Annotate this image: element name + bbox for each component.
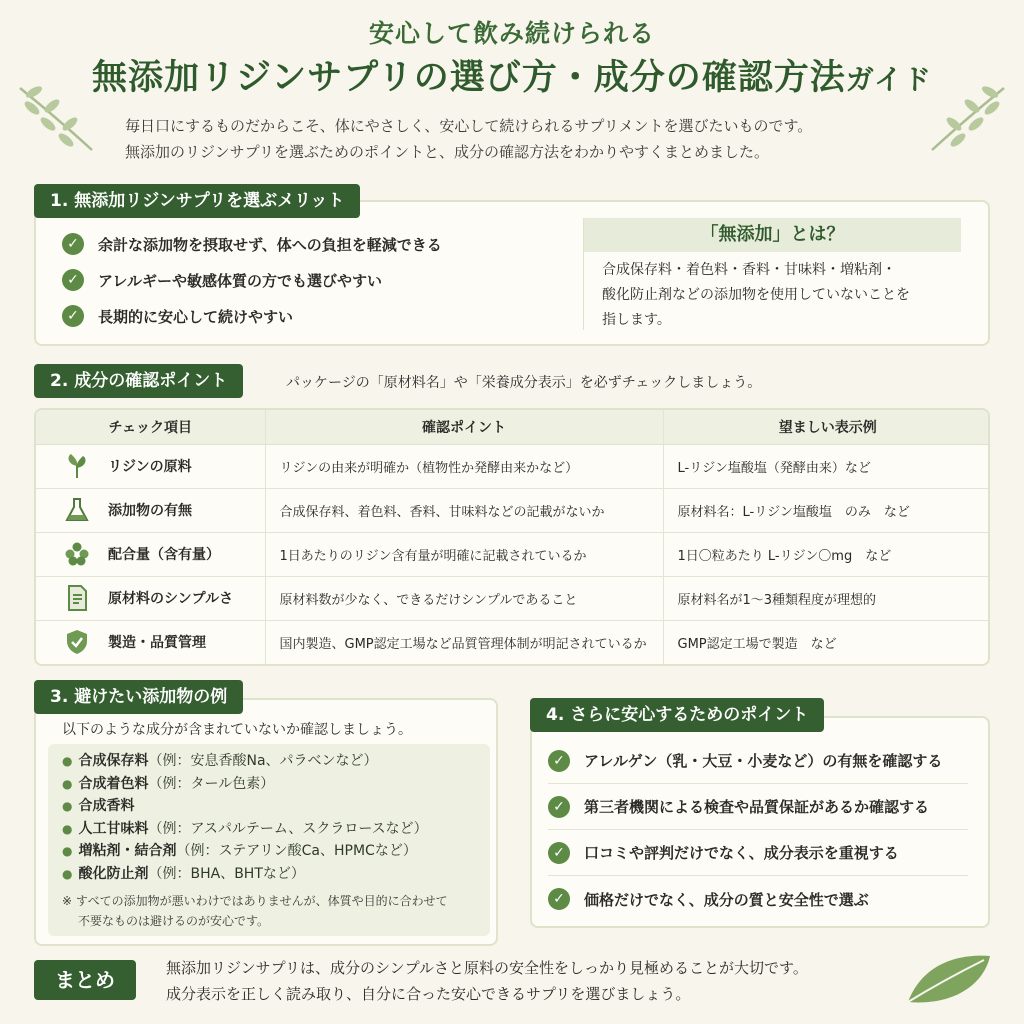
summary-tag: まとめ <box>34 960 136 1000</box>
mutenka-box <box>583 218 961 330</box>
summary-text: 無添加リジンサプリは、成分のシンプルさと原料の安全性をしっかり見極めることが大切です。 成分表示を正しく読み取り、自分に合った安心できるサプリを選びましょう。 <box>166 959 808 1003</box>
check-icon: ✓ <box>548 888 570 910</box>
table-row: 添加物の有無 合成保存料、着色料、香料、甘味料などの記載がないか 原材料名：L-リジン塩酸塩 のみ など <box>36 488 990 532</box>
check-icon: ✓ <box>548 750 570 772</box>
point-item: ✓ 第三者機関による検査や品質保証があるか確認する <box>548 784 968 830</box>
leaf-icon <box>904 950 994 1006</box>
table-header: 確認ポイント <box>265 410 663 444</box>
check-icon: ✓ <box>548 842 570 864</box>
intro-line: 無添加のリジンサプリを選ぶためのポイントと、成分の確認方法をわかりやすくまとめました。 <box>125 143 770 161</box>
leaf-icon <box>62 451 92 481</box>
points-list <box>548 738 968 922</box>
section3-tag: 3. 避けたい添加物の例 <box>34 680 243 714</box>
mutenka-title: 「無添加」とは？ <box>584 218 961 252</box>
list-item: ● 人工甘味料（例：アスパルテーム、スクラロースなど） <box>62 820 428 837</box>
flask-icon <box>62 495 92 525</box>
check-icon: ✓ <box>548 796 570 818</box>
list-item: ● 合成香料 <box>62 798 135 814</box>
page-title <box>0 50 1024 100</box>
mutenka-definition: 合成保存料・着色料・香料・甘味料・増粘剤・ 酸化防止剤などの添加物を使用していないことを 指します。 <box>602 262 910 328</box>
section2-lead: パッケージの「原材料名」や「栄養成分表示」を必ずチェックしましょう。 <box>286 375 762 391</box>
table-row: 配合量（含有量） 1日あたりのリジン含有量が明確に記載されているか 1日〇粒あたり L-リジン〇mg など <box>36 532 990 576</box>
table-row: 原材料のシンプルさ 原材料数が少なく、できるだけシンプルであること 原材料名が1〜3種類程度が理想的 <box>36 576 990 620</box>
table-row: リジンの原料 リジンの由来が明確か（植物性か発酵由来かなど） L-リジン塩酸塩（発酵由来）など <box>36 444 990 488</box>
merits-list <box>62 226 562 334</box>
intro-line: 毎日口にするものだからこそ、体にやさしく、安心して続けられるサプリメントを選びたいものです。 <box>125 117 813 135</box>
section2-tag: 2. 成分の確認ポイント <box>34 364 243 398</box>
check-icon: ✓ <box>62 233 84 255</box>
section1-tag: 1. 無添加リジンサプリを選ぶメリット <box>34 184 360 218</box>
list-item: ● 増粘剤・結合剤（例：ステアリン酸Ca、HPMCなど） <box>62 843 417 859</box>
section3-lead: 以下のような成分が含まれていないか確認しましょう。 <box>62 722 412 738</box>
point-item: ✓ 口コミや評判だけでなく、成分表示を重視する <box>548 830 968 876</box>
molecule-icon <box>62 539 92 569</box>
point-item: ✓ アレルゲン（乳・大豆・小麦など）の有無を確認する <box>548 738 968 784</box>
check-table <box>36 410 990 664</box>
merit-item: ✓ 余計な添加物を摂取せず、体への負担を軽減できる <box>62 226 562 262</box>
merit-item: ✓ 長期的に安心して続けやすい <box>62 298 562 334</box>
list-item: ● 酸化防止剤（例：BHA、BHTなど） <box>62 865 305 882</box>
page-title-suffix: ガイド <box>845 63 932 96</box>
avoid-note: ※ すべての添加物が悪いわけではありませんが、体質や目的に合わせて 不要なものは避けるのが安心です。 <box>62 894 448 928</box>
page-title-main: 無添加リジンサプリの選び方・成分の確認方法 <box>92 58 846 98</box>
table-row: 製造・品質管理 国内製造、GMP認定工場など品質管理体制が明記されているか GMP認定工場で製造 など <box>36 620 990 664</box>
section4-tag: 4. さらに安心するためのポイント <box>530 698 824 732</box>
list-item: ● 合成保存料（例：安息香酸Na、パラベンなど） <box>62 753 378 769</box>
check-icon: ✓ <box>62 269 84 291</box>
check-icon: ✓ <box>62 305 84 327</box>
document-icon <box>62 583 92 613</box>
list-item: ● 合成着色料（例：タール色素） <box>62 775 275 792</box>
avoid-list <box>48 744 490 936</box>
shield-check-icon <box>62 627 92 657</box>
table-header: チェック項目 <box>36 410 265 444</box>
check-table-panel <box>34 408 990 666</box>
table-header: 望ましい表示例 <box>663 410 990 444</box>
point-item: ✓ 価格だけでなく、成分の質と安全性で選ぶ <box>548 876 968 922</box>
merit-item: ✓ アレルギーや敏感体質の方でも選びやすい <box>62 262 562 298</box>
page-subtitle: 安心して飲み続けられる <box>368 19 655 48</box>
intro-text <box>125 113 925 165</box>
